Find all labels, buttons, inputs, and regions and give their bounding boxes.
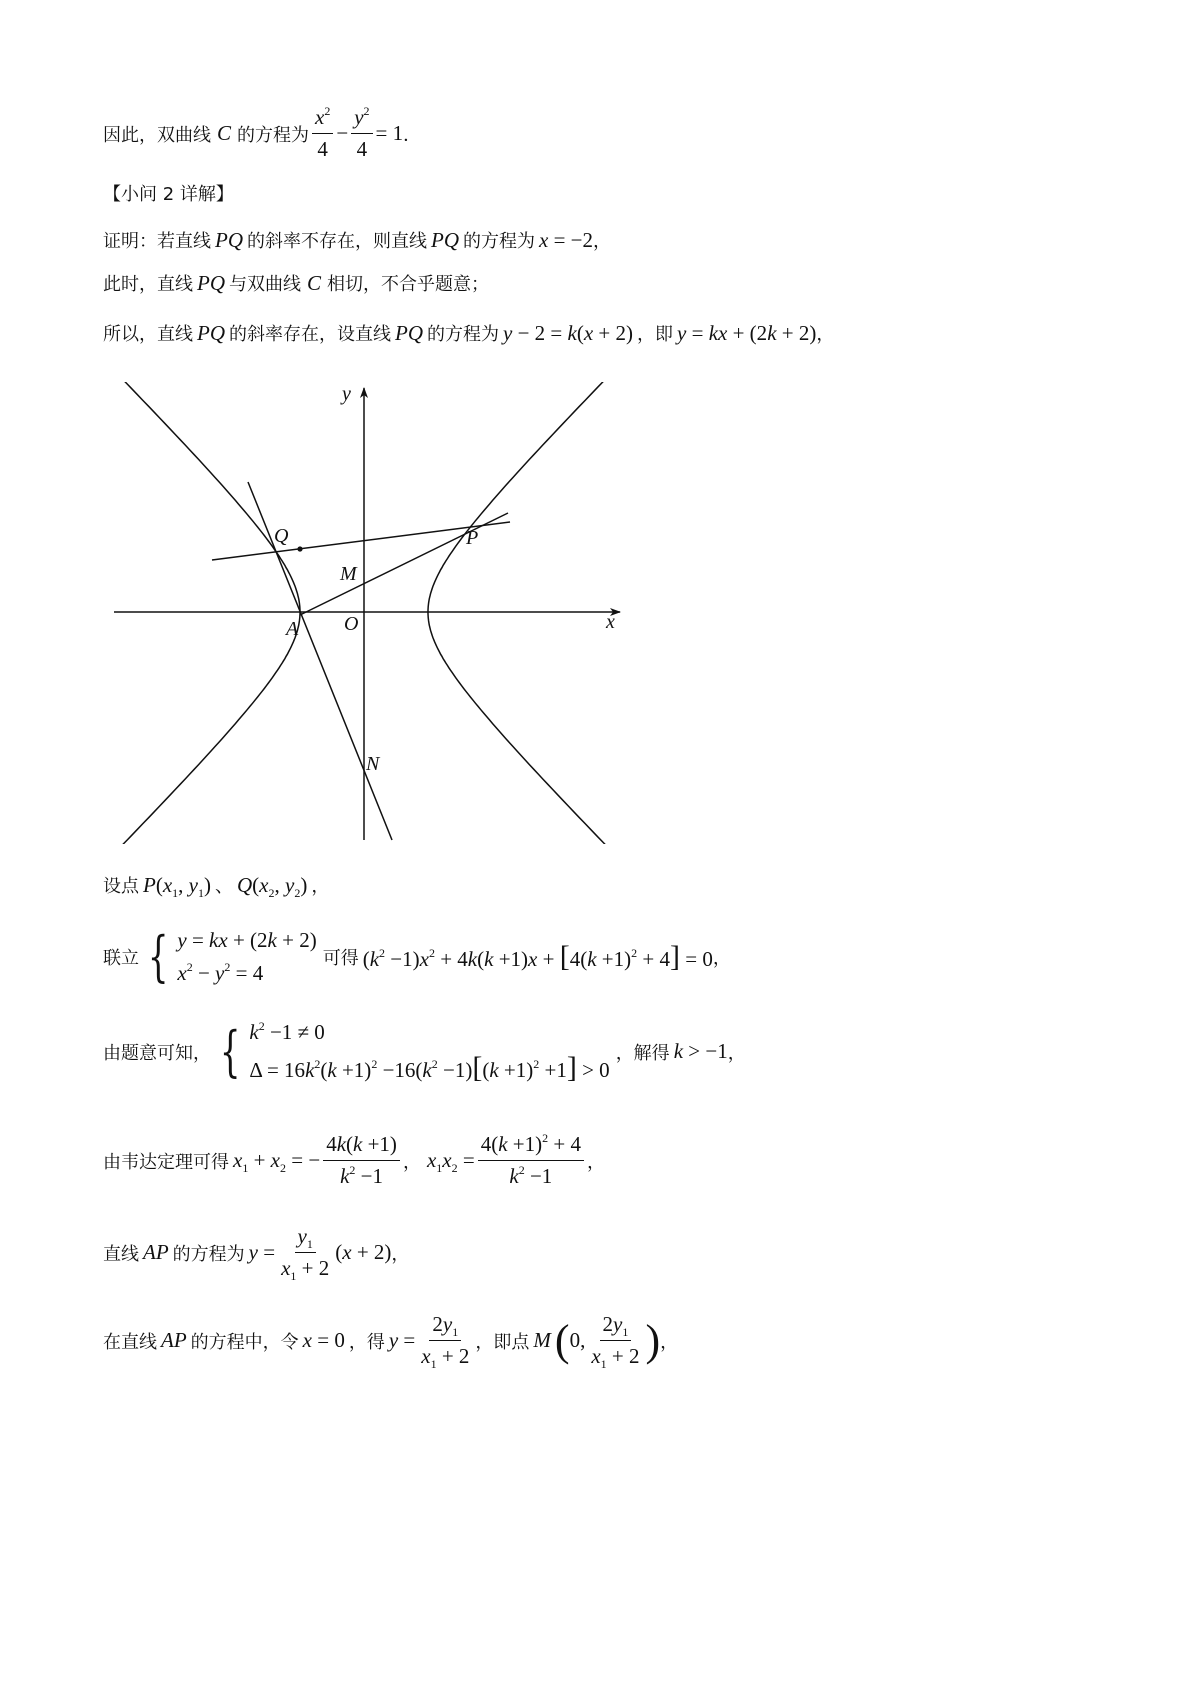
fraction-x2-over-4: $\frac{x^2}{4}$	[312, 105, 333, 162]
line-AN	[248, 482, 392, 840]
fraction-m-coord: $\frac{2y_1}{x_1 + 2}$	[591, 1312, 640, 1371]
proof-line-1: 证明：若直线 PQ 的斜率不存在，则直线 PQ 的方程为 x = −2 ，	[103, 227, 612, 252]
label-y: y	[342, 383, 351, 405]
fraction-y2-over-4: $\frac{y^2}{4}$	[351, 105, 372, 162]
system-line: 联立 { y = kx + (2k + 2) $x^2 - y^2 = 4$ 可得 $(k^2 -1)x^2 + 4k(k +1)x + [4(k +1)^2 + 4] = 0$ ，	[103, 925, 731, 988]
fraction-m-y: $\frac{2y_1}{x_1 + 2}$	[421, 1312, 470, 1371]
label-x: x	[606, 611, 615, 633]
label-M: M	[340, 563, 357, 585]
points-line: 设点 $P(x_1$, $y_1$) 、 $Q(x_2$, $y_2$) ，	[103, 872, 330, 900]
math-C: C	[217, 121, 232, 145]
label-A: A	[286, 618, 299, 640]
conclusion-line: 因此，双曲线 C 的方程为 $\frac{x^2}{4}$ − $\frac{y^2}{4}$ = 1 ．	[103, 104, 422, 161]
label-N: N	[366, 753, 380, 775]
hyperbola-figure	[110, 382, 630, 848]
hyperbola-left-branch	[110, 382, 300, 844]
label-O: O	[344, 613, 359, 635]
label-P: P	[466, 527, 479, 549]
fraction-sum: $\frac{4k(k +1)}{k^2 -1}$	[323, 1132, 400, 1189]
section-heading: 【小问 2 详解】	[103, 184, 234, 205]
text: 的方程为	[237, 124, 310, 146]
text: 因此，双曲线	[103, 124, 211, 146]
hyperbola-right-branch	[428, 382, 630, 844]
point-Q-dot	[297, 546, 302, 551]
line-ap-equation: 直线 AP 的方程为 y = $\frac{y_1}{x_1 + 2}$ (x + 2) ，	[103, 1224, 410, 1283]
point-m-line: 在直线 AP 的方程中，令 x = 0 ，得 y = $\frac{2y_1}{x_1 + 2}$ ，即点 M ( 0, $\frac{2y_1}{x_1 + 2}$ ) ，	[103, 1312, 679, 1371]
proof-line-3: 所以，直线 PQ 的斜率存在，设直线 PQ 的方程为 y − 2 = k(x + 2) ，即 y = kx + (2k + 2) ，	[103, 320, 835, 345]
hyperbola-diagram	[110, 382, 630, 844]
fraction-product: $\frac{4(k +1)^2 + 4}{k^2 -1}$	[478, 1132, 584, 1189]
proof-line-2: 此时，直线 PQ 与双曲线 C 相切，不合乎题意；	[103, 270, 490, 295]
fraction-slope: $\frac{y_1}{x_1 + 2}$	[281, 1224, 330, 1283]
vieta-line: 由韦达定理可得 $x_1 + x_2$ = − $\frac{4k(k +1)}{k^2 -1}$ ， $x_1x_2$ = $\frac{4(k +1)^2 + 4}{k^2 -1}$ ，	[103, 1131, 605, 1188]
label-Q: Q	[274, 525, 289, 547]
condition-line: 由题意可知， { $k^2 -1 \ne 0$ $\Delta = 16k^2(k +1)^2 -16(k^2 -1)[(k +1)^2 +1] > 0$ ，解得 k > −1 ，	[103, 1019, 746, 1084]
condition-system: $k^2 -1 \ne 0$ $\Delta = 16k^2(k +1)^2 -16(k^2 -1)[(k +1)^2 +1] > 0$	[249, 1019, 610, 1084]
equation-system: y = kx + (2k + 2) $x^2 - y^2 = 4$	[177, 928, 317, 985]
